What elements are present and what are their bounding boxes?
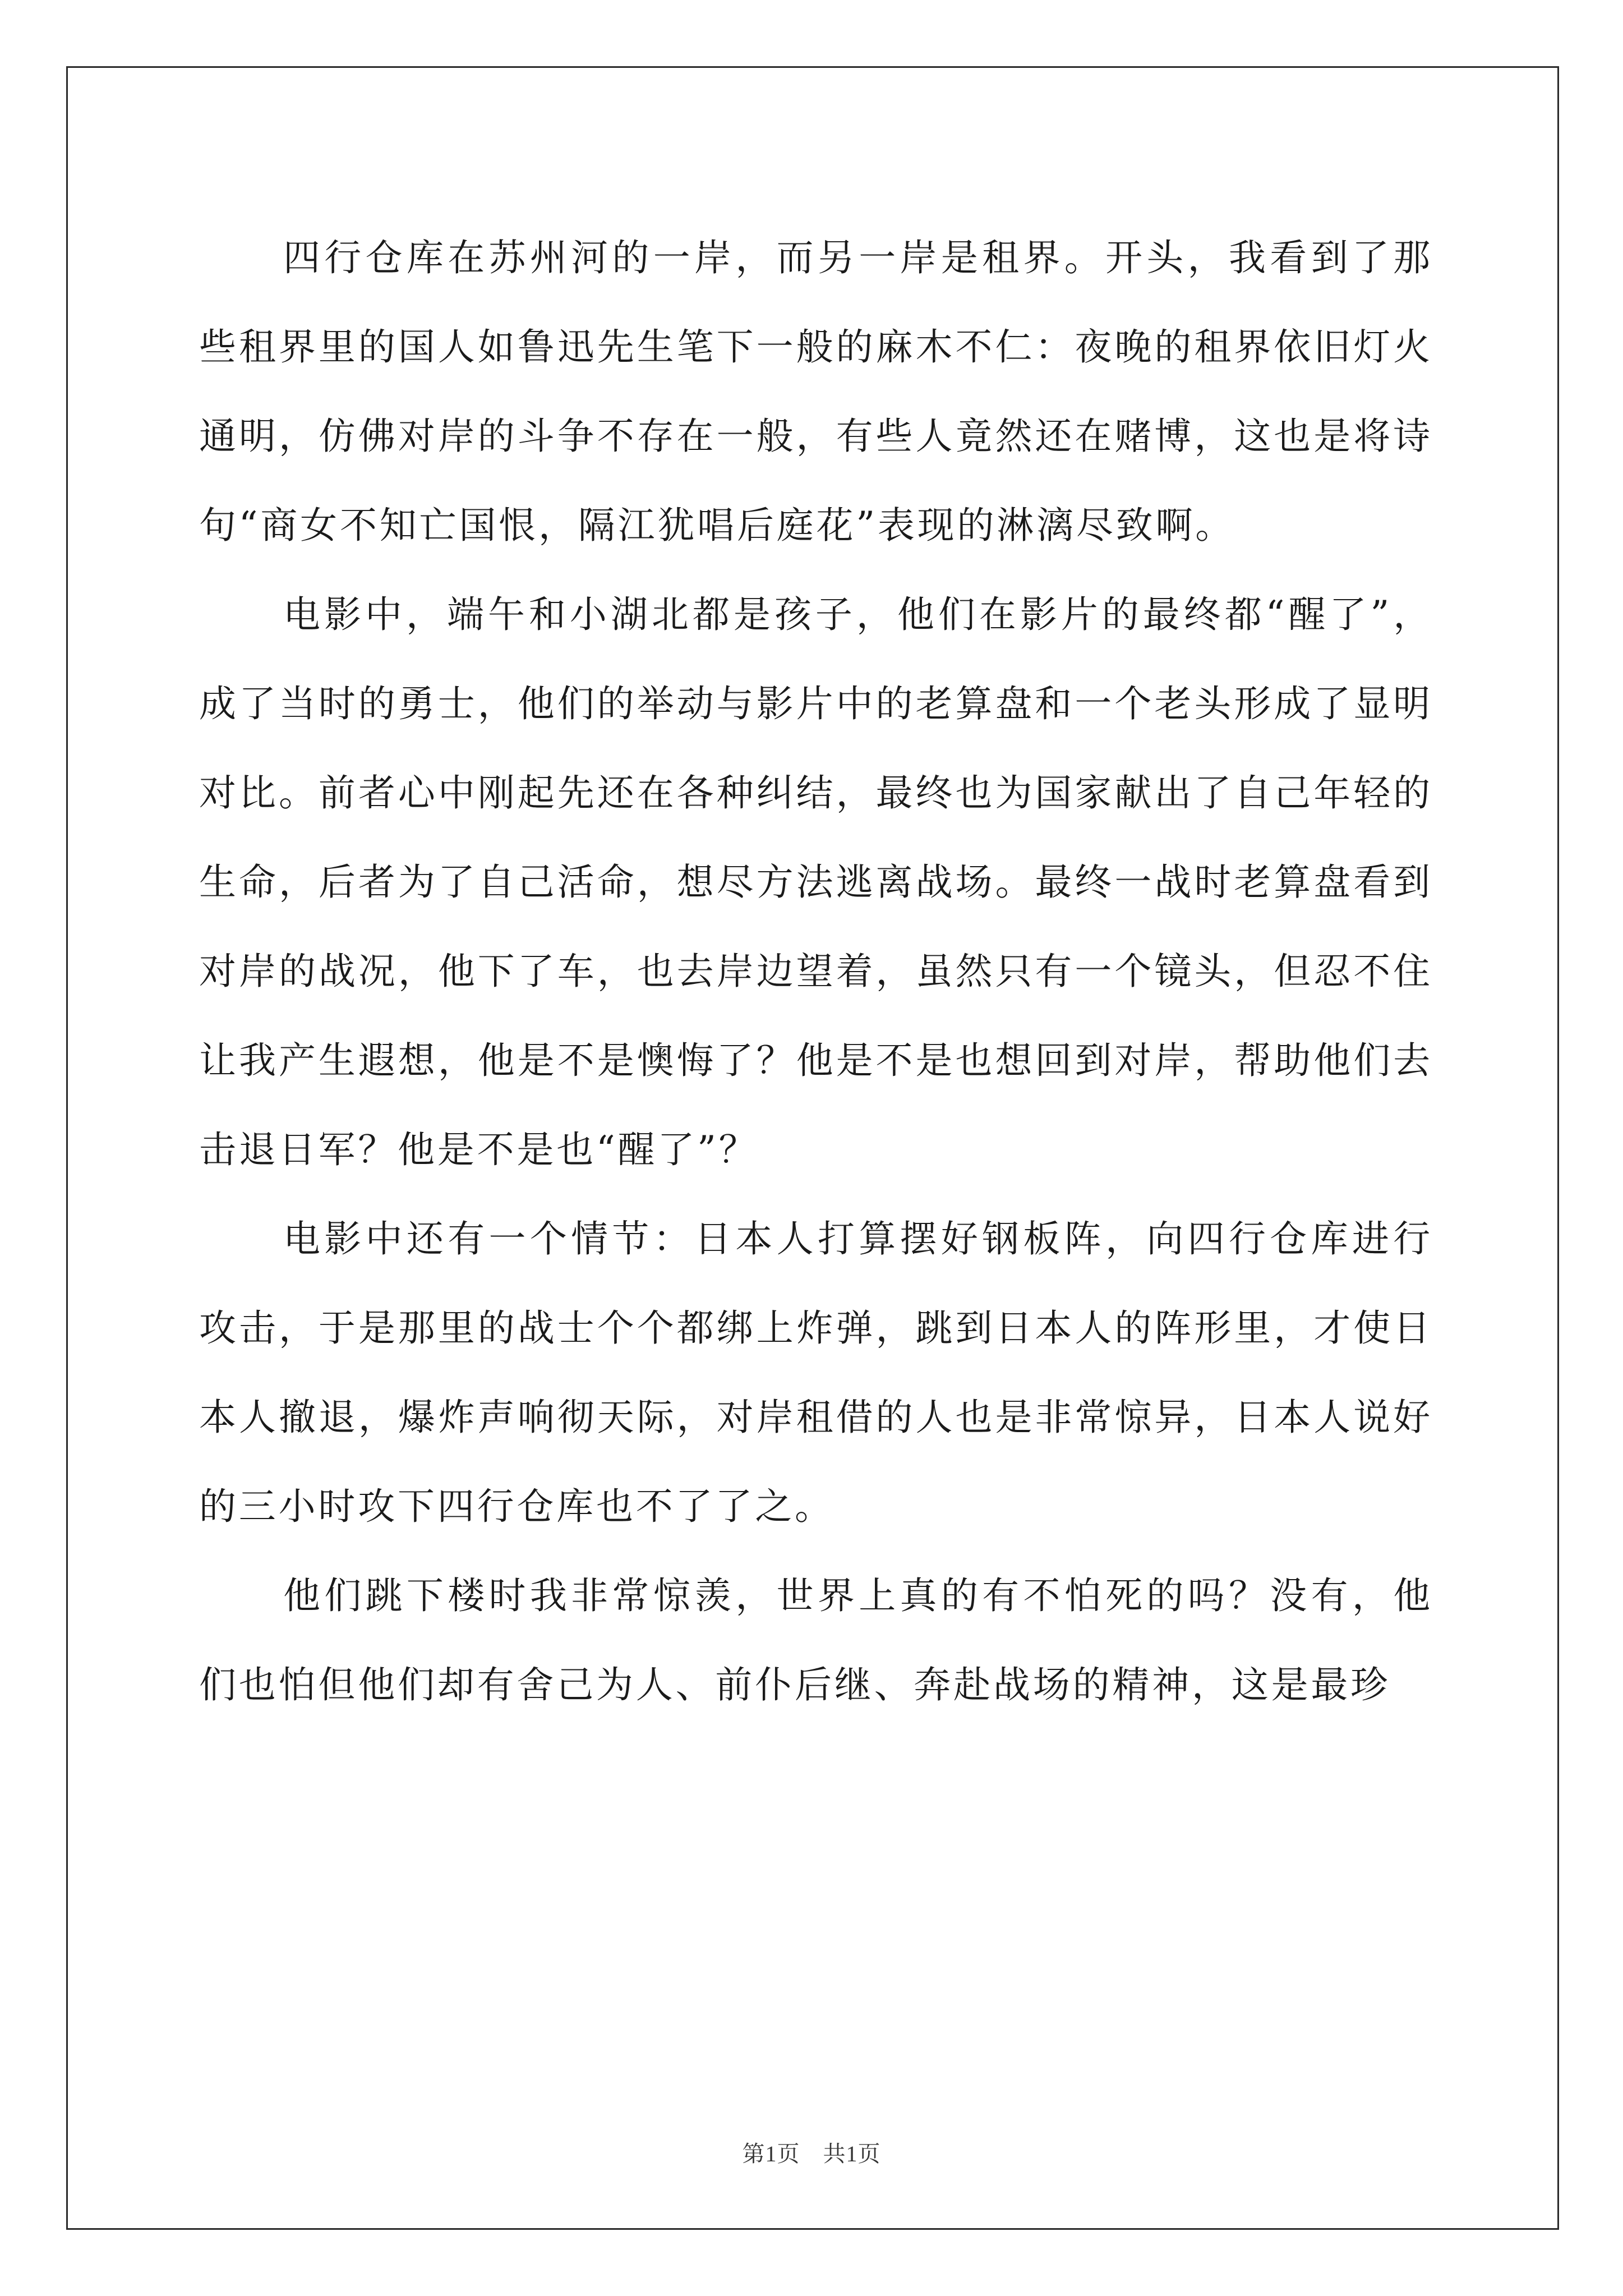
document-body (199, 213, 1433, 1729)
page-number-footer: 第1页 共1页 (742, 2141, 881, 2166)
paragraph-1: 四行仓库在苏州河的一岸，而另一岸是租界。开头，我看到了那些租界里的国人如鲁迅先生笔下一般的麻木不仁：夜晚的租界依旧灯火通明，仿佛对岸的斗争不存在一般，有些人竟然还在赌博，这也是将诗句“商女不知亡国恨，隔江犹唱后庭花”表现的淋漓尽致啊。 (199, 236, 1433, 547)
paragraph-2: 电影中，端午和小湖北都是孩子，他们在影片的最终都“醒了”，成了当时的勇士，他们的举动与影片中的老算盘和一个老头形成了显明对比。前者心中刚起先还在各种纠结，最终也为国家献出了自己年轻的生命，后者为了自己活命，想尽方法逃离战场。最终一战时老算盘看到对岸的战况，他下了车，也去岸边望着，虽然只有一个镜头，但忍不住让我产生遐想，他是不是懊悔了？他是不是也想回到对岸，帮助他们去击退日军？他是不是也“醒了”？ (199, 593, 1433, 1171)
paragraph-4: 他们跳下楼时我非常惊羡，世界上真的有不怕死的吗？没有，他们也怕但他们却有舍己为人、前仆后继、奔赴战场的精神，这是最珍 (199, 1574, 1433, 1706)
paragraph-3: 电影中还有一个情节：日本人打算摆好钢板阵，向四行仓库进行攻击，于是那里的战士个个都绑上炸弹，跳到日本人的阵形里，才使日本人撤退，爆炸声响彻天际，对岸租借的人也是非常惊异，日本人说好的三小时攻下四行仓库也不了了之。 (199, 1217, 1433, 1528)
